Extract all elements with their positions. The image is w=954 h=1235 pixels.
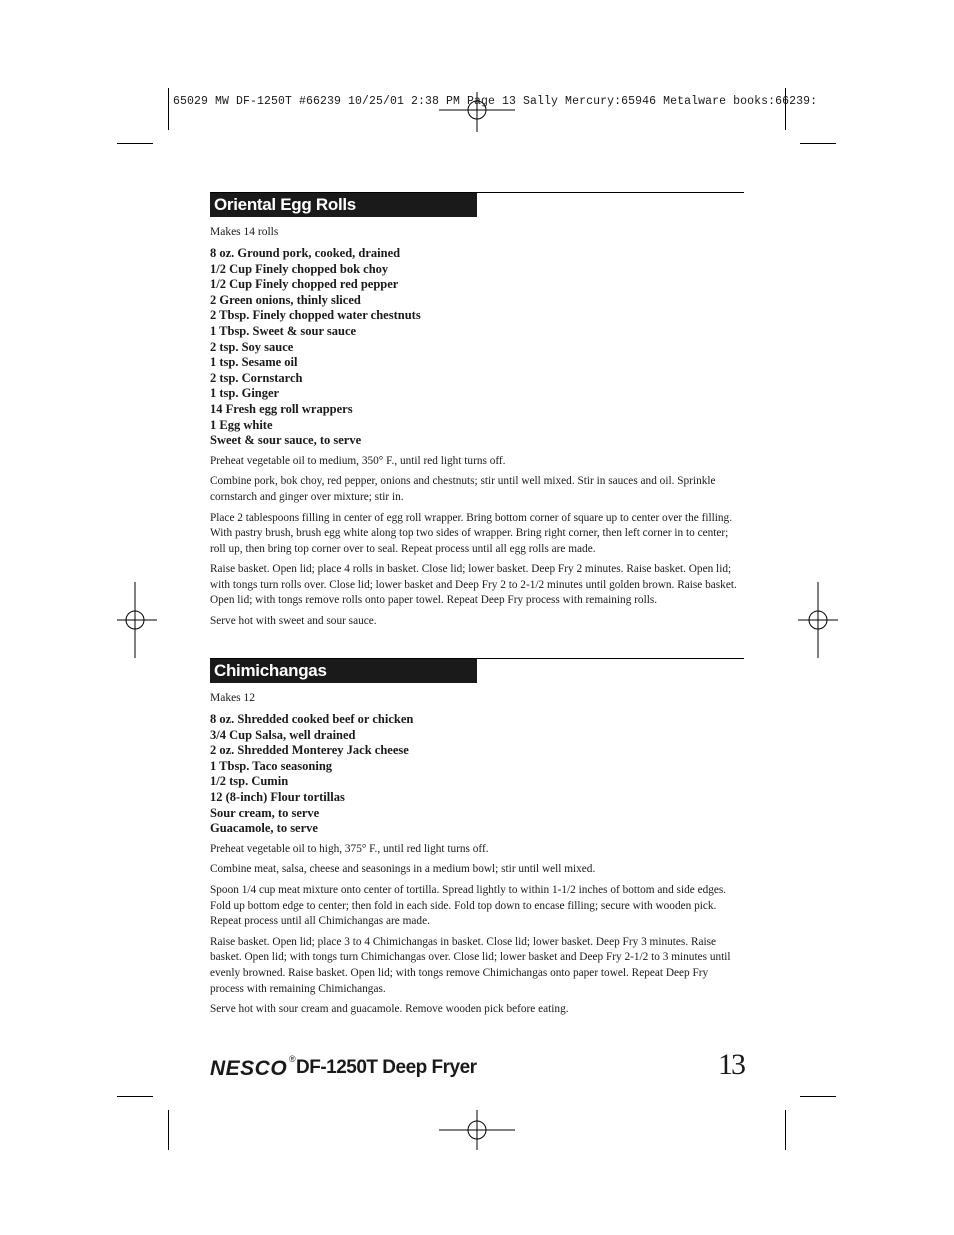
page-footer (210, 1048, 744, 1084)
instruction-step: Serve hot with sour cream and guacamole. Remove wooden pick before eating. (210, 1003, 569, 1016)
ingredient-item: 12 (8-inch) Flour tortillas (210, 789, 345, 804)
crop-mark (785, 1110, 786, 1150)
instruction-step: Spoon 1/4 cup meat mixture onto center of tortilla. Spread lightly to within 1-1/2 inches of bottom and side edges. Fold up bottom edge to center; then fold in each side. Fold top down to encase filling; secure with wooden pick. Repeat process until all Chimichangas are made. (210, 883, 727, 928)
recipe-oriental-egg-rolls (210, 192, 744, 630)
ingredient-item: 1 tsp. Sesame oil (210, 355, 298, 370)
ingredient-item: Sour cream, to serve (210, 805, 320, 820)
ingredient-item: 3/4 Cup Salsa, well drained (210, 727, 356, 742)
instruction-step: Preheat vegetable oil to medium, 350° F., until red light turns off. (210, 454, 506, 467)
ingredient-item: 2 tsp. Soy sauce (210, 339, 294, 354)
title-rule (210, 192, 744, 218)
registration-mark-icon (439, 1110, 515, 1150)
ingredient-item: Sweet & sour sauce, to serve (210, 433, 362, 448)
recipe-title: Oriental Egg Rolls (210, 193, 477, 217)
ingredient-list (210, 712, 744, 837)
instruction-step: Raise basket. Open lid; place 4 rolls in basket. Close lid; lower basket. Deep Fry 2 minutes. Raise basket. Open lid; with tongs turn rolls over. Close lid; lower basket and Deep Fry 2 to 2-1/2 minutes until golden brown. Raise basket. Open lid; with tongs remove rolls onto paper towel. Repeat Deep Fry process with remaining rolls. (210, 563, 737, 607)
crop-mark (800, 143, 836, 144)
ingredient-item: 1/2 Cup Finely chopped red pepper (210, 277, 399, 292)
ingredient-item: 2 oz. Shredded Monterey Jack cheese (210, 743, 409, 758)
ingredient-item: 1/2 Cup Finely chopped bok choy (210, 261, 389, 276)
ingredient-item: 2 tsp. Cornstarch (210, 370, 303, 385)
ingredient-item: 14 Fresh egg roll wrappers (210, 401, 353, 416)
recipe-yield: Makes 12 (210, 692, 256, 704)
ingredient-item: 1 Tbsp. Sweet & sour sauce (210, 323, 357, 338)
ingredient-item: 8 oz. Shredded cooked beef or chicken (210, 712, 414, 726)
print-slug: 65029 MW DF-1250T #66239 10/25/01 2:38 PM Page 13 Sally Mercury:65946 Metalware books:66239: (173, 95, 818, 108)
crop-mark (117, 1096, 153, 1097)
ingredient-item: 1 tsp. Ginger (210, 386, 280, 401)
ingredient-item: 1 Egg white (210, 417, 273, 432)
ingredient-list (210, 246, 744, 449)
ingredient-item: 1 Tbsp. Taco seasoning (210, 758, 333, 773)
registration-mark-icon (798, 582, 838, 658)
registration-mark-icon (117, 582, 157, 658)
instruction-step: Serve hot with sweet and sour sauce. (210, 615, 377, 628)
product-model: DF-1250T Deep Fryer (296, 1057, 477, 1078)
title-rule (210, 658, 744, 684)
ingredient-item: 8 oz. Ground pork, cooked, drained (210, 246, 401, 260)
registered-mark: ® (289, 1054, 296, 1064)
instruction-step: Preheat vegetable oil to high, 375° F., until red light turns off. (210, 842, 489, 855)
ingredient-item: 2 Green onions, thinly sliced (210, 292, 361, 307)
ingredient-item: 1/2 tsp. Cumin (210, 774, 289, 789)
instruction-step: Raise basket. Open lid; place 3 to 4 Chimichangas in basket. Close lid; lower basket. Deep Fry 3 minutes. Raise basket. Open lid; with tongs turn Chimichangas over. Close lid; lower basket and Deep Fry 2-1/2 to 3 minutes until evenly browned. Raise basket. Open lid; with tongs remove Chimichangas onto paper towel. Repeat Deep Fry process with remaining Chimichangas. (210, 935, 731, 995)
recipe-chimichangas (210, 658, 744, 1018)
crop-mark (168, 1110, 169, 1150)
instruction-step: Place 2 tablespoons filling in center of egg roll wrapper. Bring bottom corner of square up to center over the filling. With pastry brush, brush egg white along top two sides of wrapper. Bring right corner, then left corner in to center; roll up, then bring top corner over to seal. Repeat process until all egg rolls are made. (210, 511, 733, 555)
ingredient-item: Guacamole, to serve (210, 821, 318, 836)
recipe-yield: Makes 14 rolls (210, 226, 279, 238)
instruction-step: Combine meat, salsa, cheese and seasonings in a medium bowl; stir until well mixed. (210, 863, 596, 876)
instruction-step: Combine pork, bok choy, red pepper, onions and chestnuts; stir until well mixed. Stir in sauces and oil. Sprinkle cornstarch and ginger over mixture; stir in. (210, 475, 716, 503)
crop-mark (117, 143, 153, 144)
recipe-title: Chimichangas (210, 659, 477, 683)
brand-logo: NESCO (210, 1057, 288, 1080)
page-number: 13 (718, 1048, 744, 1081)
crop-mark (168, 88, 169, 130)
ingredient-item: 2 Tbsp. Finely chopped water chestnuts (210, 308, 421, 323)
crop-mark (800, 1096, 836, 1097)
